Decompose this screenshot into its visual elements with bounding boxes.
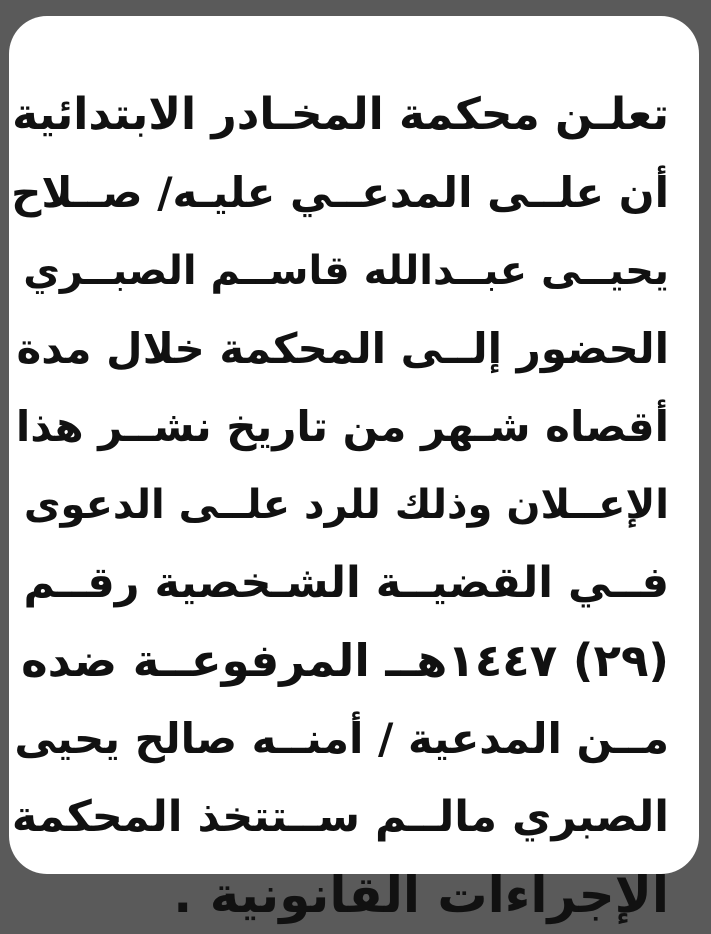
notice-line-1: تعلـن محكمة المخـادر الابتدائية <box>12 89 669 140</box>
court-notice-text <box>9 76 699 934</box>
notice-card <box>9 16 699 924</box>
notice-line-2: أن علــى المدعــي عليـه/ صــلاح <box>11 168 669 217</box>
notice-line-5: أقصاه شـهر من تاريخ نشــر هذا <box>15 402 669 451</box>
notice-line-3: يحيــى عبــدالله قاســم الصبــري <box>23 248 669 294</box>
notice-line-10: الصبري مالــم ســتتخذ المحكمة <box>11 792 669 842</box>
notice-line-4: الحضور إلــى المحكمة خلال مدة <box>16 324 669 373</box>
notice-line-9: مــن المدعية / أمنــه صالح يحيى <box>14 714 669 763</box>
notice-line-8: (٢٩) ١٤٤٧هــ المرفوعــة ضده <box>21 634 669 687</box>
notice-line-7: فــي القضيــة الشـخصية رقــم <box>23 558 669 608</box>
notice-line-11: الإجراءات القانونية . <box>173 866 669 924</box>
notice-line-6: الإعــلان وذلك للرد علــى الدعوى <box>23 482 669 528</box>
